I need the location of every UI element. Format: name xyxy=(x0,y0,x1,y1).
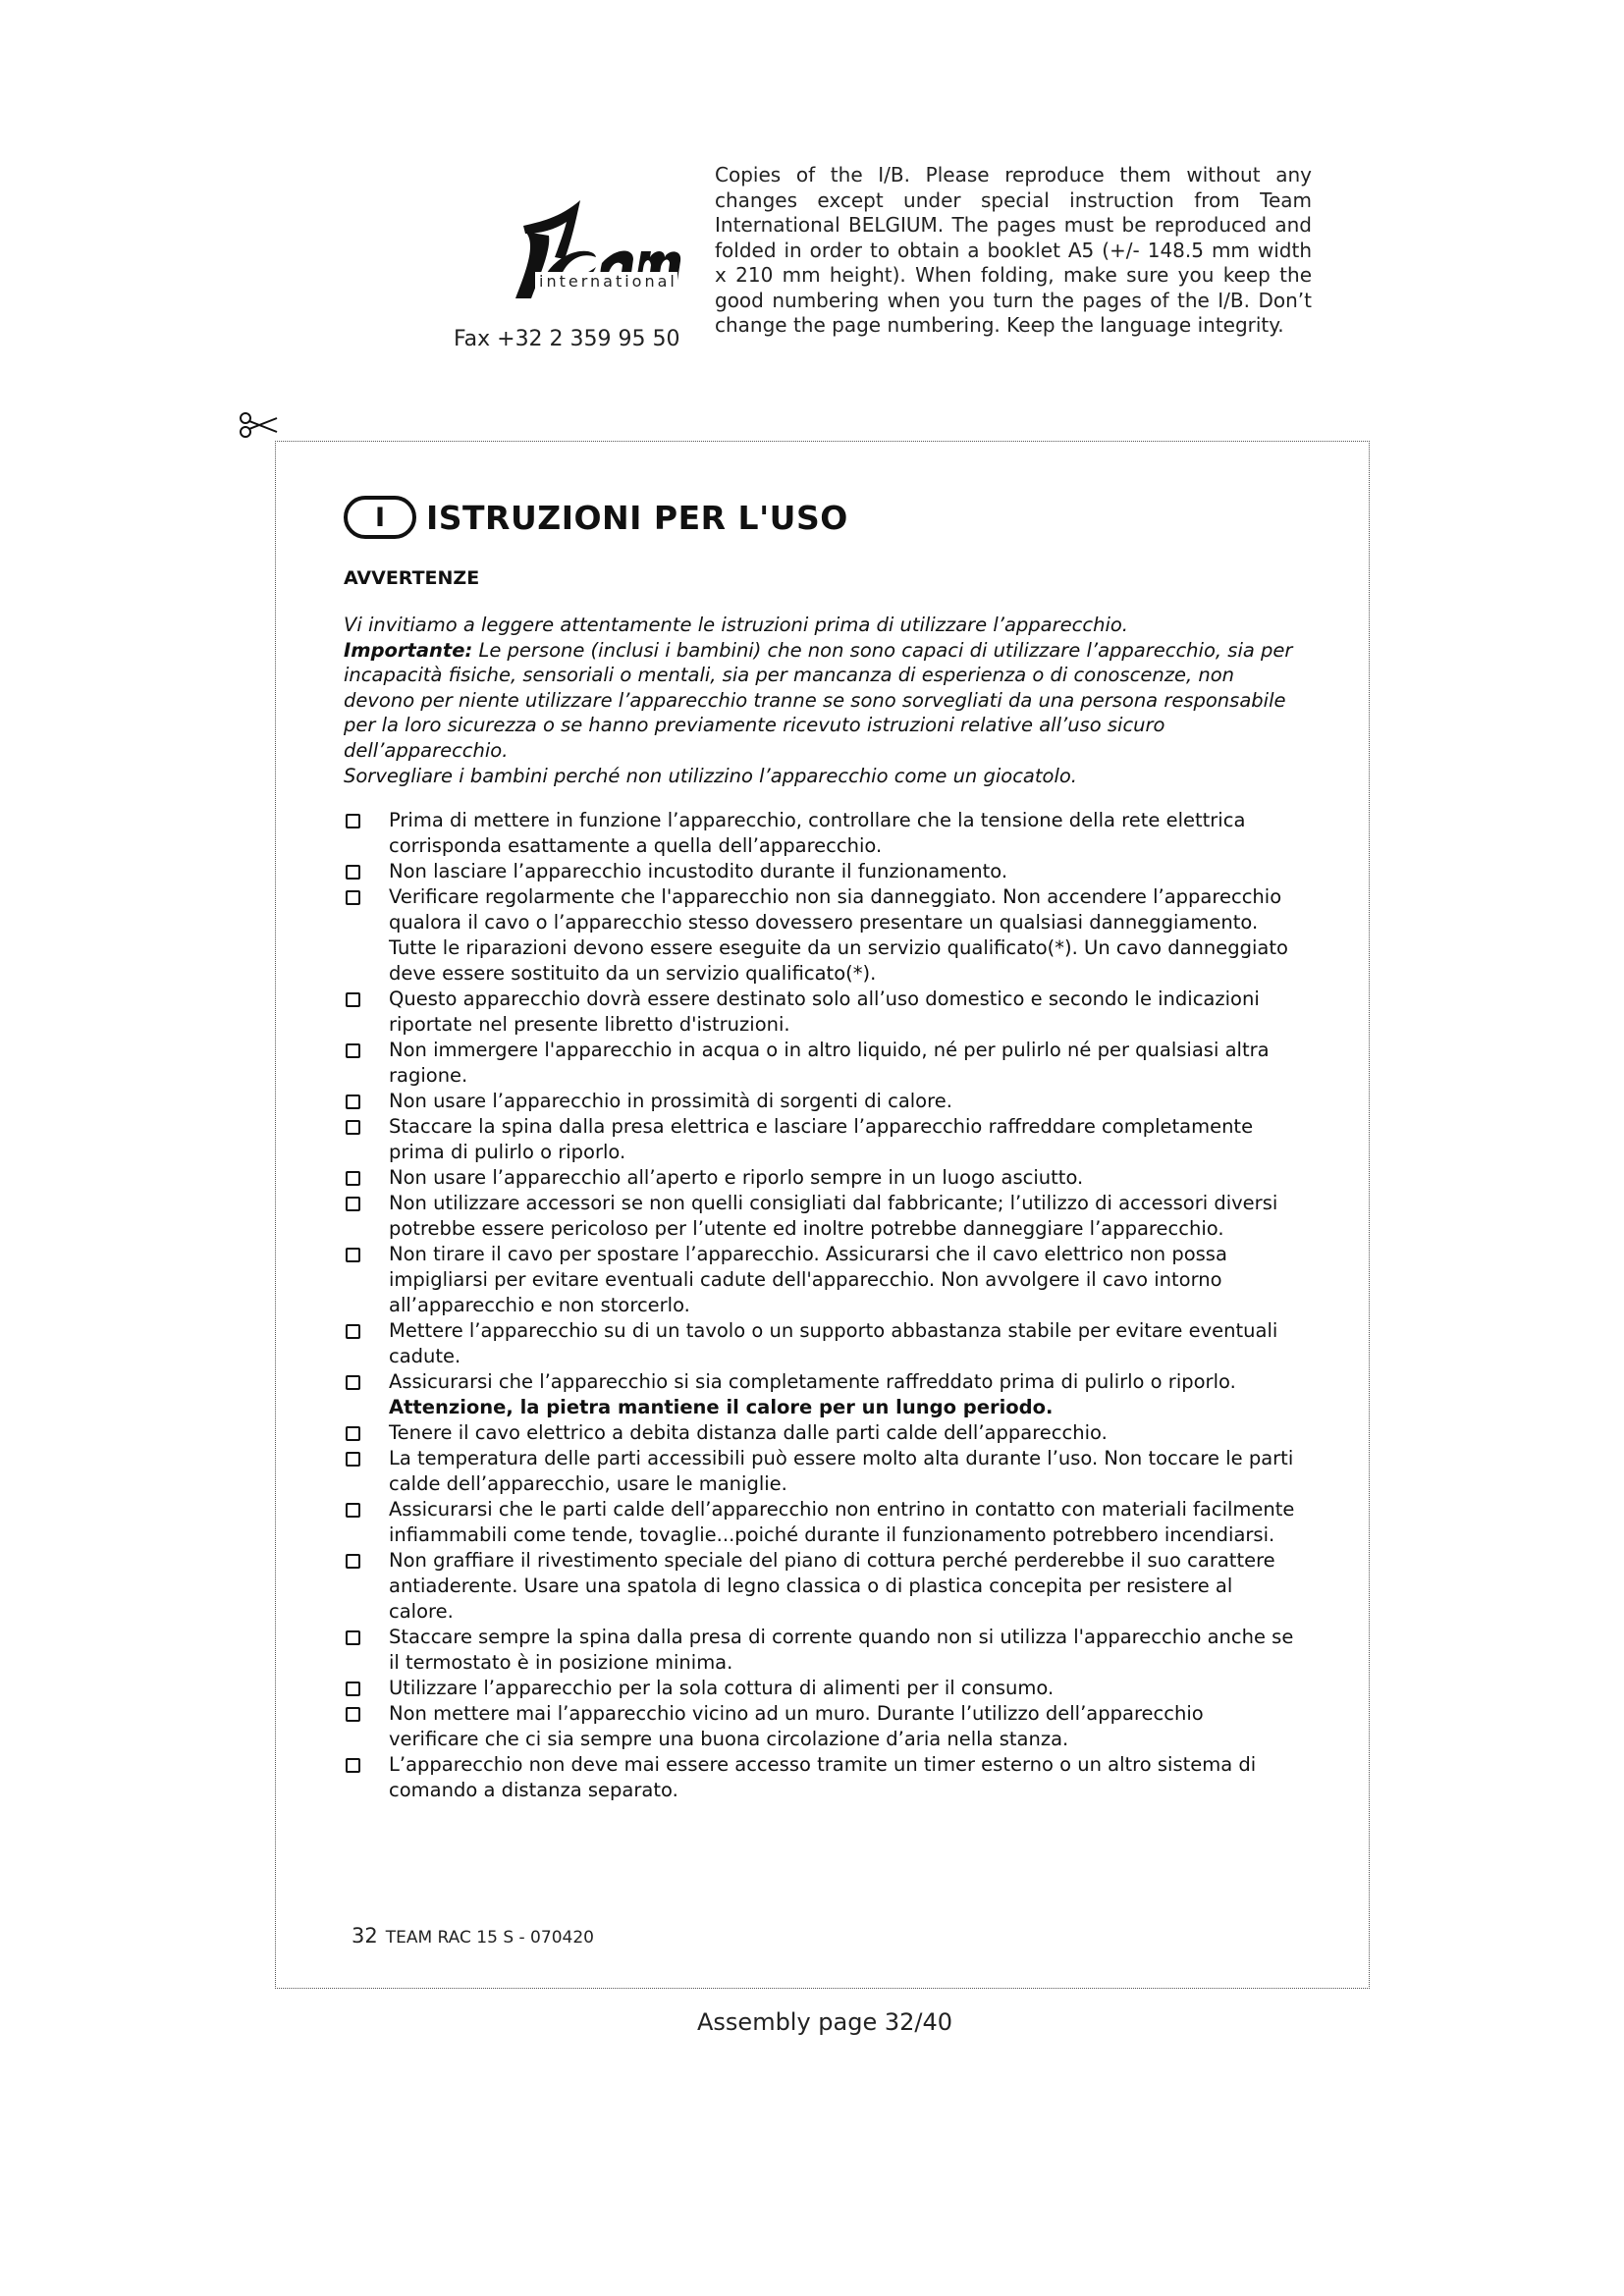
checkbox-icon xyxy=(346,1452,360,1467)
list-item xyxy=(344,1165,1296,1191)
list-item xyxy=(344,859,1296,884)
warnings-list xyxy=(344,808,1296,1803)
list-item xyxy=(344,1497,1296,1548)
list-item-text: L’apparecchio non deve mai essere accesso tramite un timer esterno o un altro sistema di comando a distanza separato. xyxy=(389,1753,1257,1802)
list-item-text: Verificare regolarmente che l'apparecchio non sia danneggiato. Non accendere l’apparecchio qualora il cavo o l’apparecchio stesso dovessero presentare un qualsiasi danneggiamento. Tutte le riparazioni devono essere eseguite da un servizio qualificato(*). Un cavo danneggiato deve essere sostituito da un servizio qualificato(*). xyxy=(389,885,1288,986)
team-logo-mark xyxy=(486,188,687,316)
important-text: Le persone (inclusi i bambini) che non sono capaci di utilizzare l’apparecchio, sia per incapacità fisiche, sensoriali o mentali, sia per mancanza di esperienza o di conoscenze, non devono per niente utilizzare l’apparecchio tranne se sono sorvegliati da una persona responsabile per la loro sicurezza o se hanno previamente ricevuto istruzioni relative all’uso sicuro dell’apparecchio. xyxy=(344,638,1293,762)
checkbox-icon xyxy=(346,814,360,828)
intro-text xyxy=(344,613,1296,788)
logo-tagline: international xyxy=(535,272,677,291)
checkbox-icon xyxy=(346,1120,360,1135)
list-item-text: Non usare l’apparecchio in prossimità di sorgenti di calore. xyxy=(389,1090,952,1113)
list-item-text: Staccare la spina dalla presa elettrica e lasciare l’apparecchio raffreddare completamente prima di pulirlo o riporlo. xyxy=(389,1115,1254,1164)
copies-instructions: Copies of the I/B. Please reproduce them without any changes except under special instruction from Team International BELGIUM. The pages must be reproduced and folded in order to obtain a booklet A5 (+/- 148.5 mm width x 210 mm height). When folding, make sure you keep the good numbering when you turn the pages of the I/B. Don’t change the page numbering. Keep the language integrity. xyxy=(715,163,1312,337)
list-item xyxy=(344,1548,1296,1625)
list-item xyxy=(344,1701,1296,1752)
intro-line: Sorvegliare i bambini perché non utilizzino l’apparecchio come un giocatolo. xyxy=(344,764,1078,787)
list-item xyxy=(344,884,1296,987)
checkbox-icon xyxy=(346,1707,360,1722)
title-row xyxy=(344,495,1296,540)
checkbox-icon xyxy=(346,1758,360,1773)
checkbox-icon xyxy=(346,1171,360,1186)
list-item xyxy=(344,1625,1296,1676)
checkbox-icon xyxy=(346,1554,360,1569)
list-item xyxy=(344,1242,1296,1318)
list-item xyxy=(344,1369,1296,1420)
list-item xyxy=(344,1446,1296,1497)
list-item xyxy=(344,808,1296,859)
checkbox-icon xyxy=(346,1324,360,1339)
team-logo xyxy=(486,188,687,326)
page-number: 32 xyxy=(352,1924,378,1948)
list-item-text: Non mettere mai l’apparecchio vicino ad un muro. Durante l’utilizzo dell’apparecchio verificare che ci sia sempre una buona circolazione d’aria nella stanza. xyxy=(389,1702,1204,1751)
checkbox-icon xyxy=(346,1426,360,1441)
list-item-text: Utilizzare l’apparecchio per la sola cottura di alimenti per il consumo. xyxy=(389,1677,1055,1700)
instructions-content xyxy=(344,495,1296,1803)
checkbox-icon xyxy=(346,890,360,905)
checkbox-icon xyxy=(346,1095,360,1109)
important-label: Importante: xyxy=(344,638,473,662)
assembly-page-label: Assembly page 32/40 xyxy=(697,2008,953,2036)
checkbox-icon xyxy=(346,1682,360,1696)
list-item-text: Non lasciare l’apparecchio incustodito durante il funzionamento. xyxy=(389,860,1008,883)
list-item-text: Non usare l’apparecchio all’aperto e riporlo sempre in un luogo asciutto. xyxy=(389,1166,1084,1190)
checkbox-icon xyxy=(346,1630,360,1645)
list-item xyxy=(344,1318,1296,1369)
list-item xyxy=(344,1191,1296,1242)
list-item-text: Assicurarsi che l’apparecchio si sia completamente raffreddato prima di pulirlo o riporlo. xyxy=(389,1370,1236,1394)
list-item-text: Staccare sempre la spina dalla presa di corrente quando non si utilizza l'apparecchio anche se il termostato è in posizione minima. xyxy=(389,1626,1294,1675)
checkbox-icon xyxy=(346,1503,360,1518)
checkbox-icon xyxy=(346,992,360,1007)
model-reference: TEAM RAC 15 S - 070420 xyxy=(385,1928,594,1948)
list-item xyxy=(344,1420,1296,1446)
list-item-text: Non graffiare il rivestimento speciale del piano di cottura perché perderebbe il suo carattere antiaderente. Usare una spatola di legno classica o di plastica concepita per resistere al calore. xyxy=(389,1549,1275,1624)
intro-line: Vi invitiamo a leggere attentamente le istruzioni prima di utilizzare l’apparecchio. xyxy=(344,614,1128,636)
list-item xyxy=(344,1089,1296,1114)
important-paragraph xyxy=(344,638,1296,764)
list-item-text: Non utilizzare accessori se non quelli consigliati dal fabbricante; l’utilizzo di accessori diversi potrebbe essere pericoloso per l’utente ed inoltre potrebbe danneggiare l’apparecchio. xyxy=(389,1192,1278,1241)
list-item-text: Assicurarsi che le parti calde dell’apparecchio non entrino in contatto con materiali facilmente infiammabili come tende, tovaglie...poiché durante il funzionamento potrebbero incendiarsi. xyxy=(389,1498,1295,1547)
checkbox-icon xyxy=(346,1043,360,1058)
list-item xyxy=(344,987,1296,1038)
list-item-text: Non tirare il cavo per spostare l’apparecchio. Assicurarsi che il cavo elettrico non possa impigliarsi per evitare eventuali cadute dell'apparecchio. Non avvolgere il cavo intorno all’apparecchio e non storcerlo. xyxy=(389,1243,1227,1317)
list-item-text: La temperatura delle parti accessibili può essere molto alta durante l’uso. Non toccare le parti calde dell’apparecchio, usare le maniglie. xyxy=(389,1447,1294,1496)
list-item-text: Questo apparecchio dovrà essere destinato solo all’uso domestico e secondo le indicazioni riportate nel presente libretto d'istruzioni. xyxy=(389,988,1260,1037)
checkbox-icon xyxy=(346,865,360,880)
stone-heat-warning: Attenzione, la pietra mantiene il calore per un lungo periodo. xyxy=(389,1396,1054,1419)
checkbox-icon xyxy=(346,1248,360,1262)
page-title: ISTRUZIONI PER L'USO xyxy=(426,498,848,537)
list-item-text: Prima di mettere in funzione l’apparecchio, controllare che la tensione della rete elettrica corrisponda esattamente a quella dell’apparecchio. xyxy=(389,809,1246,858)
checkbox-icon xyxy=(346,1375,360,1390)
list-item-text: Tenere il cavo elettrico a debita distanza dalle parti calde dell’apparecchio. xyxy=(389,1421,1108,1445)
list-item xyxy=(344,1038,1296,1089)
list-item xyxy=(344,1676,1296,1701)
list-item-text: Mettere l’apparecchio su di un tavolo o un supporto abbastanza stabile per evitare eventuali cadute. xyxy=(389,1319,1278,1368)
list-item xyxy=(344,1114,1296,1165)
warnings-heading: AVVERTENZE xyxy=(344,567,480,589)
fax-number: Fax +32 2 359 95 50 xyxy=(454,327,680,351)
checkbox-icon xyxy=(346,1197,360,1211)
language-badge: I xyxy=(344,496,416,539)
list-item-text: Non immergere l'apparecchio in acqua o in altro liquido, né per pulirlo né per qualsiasi altra ragione. xyxy=(389,1039,1270,1088)
scissors-icon xyxy=(238,410,279,440)
page-footer xyxy=(352,1924,594,1948)
list-item xyxy=(344,1752,1296,1803)
